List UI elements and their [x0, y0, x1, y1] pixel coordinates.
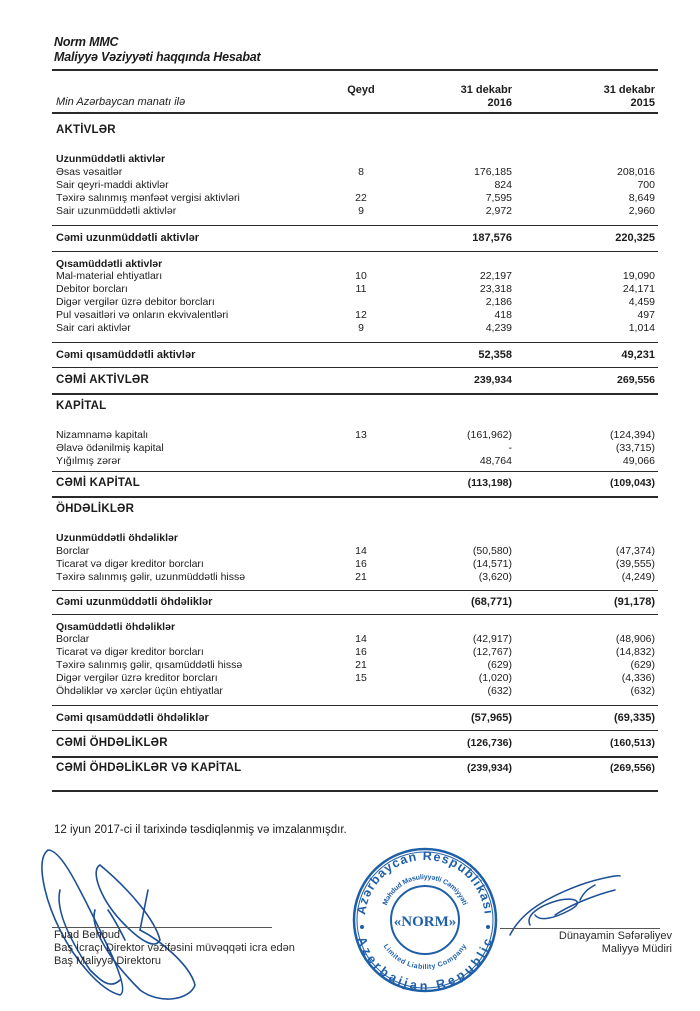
row-note: 9: [358, 205, 364, 217]
subsection-label: Uzunmüddətli öhdəliklər: [56, 532, 178, 544]
row-value-2016: (42,917): [472, 633, 512, 645]
approval-statement: 12 iyun 2017-ci il tarixində təsdiqlənmiş və imzalanmışdır.: [54, 824, 347, 836]
table-row: [56, 659, 656, 671]
row-label: Təxirə salınmış mənfəət vergisi aktivləri: [56, 192, 240, 204]
table-row: [56, 672, 656, 684]
noncurrent-liabilities-heading: [56, 532, 656, 544]
row-value-2016: (3,620): [478, 571, 512, 583]
row-label: Pul vəsaitləri və onların ekvivalentləri: [56, 309, 229, 321]
row-value-2015: 700: [637, 179, 655, 191]
signer-1-role-2: Baş Maliyyə Direktoru: [54, 955, 161, 967]
row-value-2016: (14,571): [472, 558, 512, 570]
grand-total-row: [56, 374, 656, 386]
row-value-2015: 4,459: [628, 296, 655, 308]
current-liabilities-heading: [56, 621, 656, 633]
col-2016-date: 31 dekabr: [460, 84, 512, 96]
row-label: Nizamnamə kapitalı: [56, 429, 149, 441]
header-divider: [52, 69, 658, 71]
total-label: CƏMİ AKTİVLƏR: [56, 374, 149, 386]
total-value-2015: (91,178): [614, 596, 655, 608]
row-note: 11: [355, 283, 367, 295]
row-divider: [52, 342, 658, 343]
signer-1-role: Baş İcraçı Direktor vəzifəsini müvəqqəti icra edən: [54, 942, 295, 954]
row-divider: [52, 251, 658, 252]
row-note: 10: [355, 270, 367, 282]
total-value-2015: (269,556): [610, 762, 655, 774]
subsection-label: Qısamüddətli öhdəliklər: [56, 621, 176, 633]
row-label: Təxirə salınmış gəlir, uzunmüddətli hissə: [56, 571, 246, 583]
row-label: Sair uzunmüddətli aktivlər: [56, 205, 177, 217]
table-row: [56, 558, 656, 570]
col-2015-year: 2015: [630, 97, 655, 109]
row-value-2016: 48,764: [479, 455, 512, 467]
table-row: [56, 283, 656, 295]
row-label: Əlavə ödənilmiş kapital: [56, 442, 164, 454]
row-value-2016: (12,767): [472, 646, 512, 658]
row-value-2015: (14,832): [615, 646, 655, 658]
col-2016-header: [400, 84, 512, 110]
total-value-2015: (160,513): [610, 737, 655, 749]
section-label: AKTİVLƏR: [56, 124, 116, 136]
row-note: 21: [355, 659, 367, 671]
total-value-2016: (68,771): [471, 596, 512, 608]
table-row: [56, 429, 656, 441]
total-row: [56, 477, 656, 489]
row-label: Borclar: [56, 633, 90, 645]
row-value-2015: (632): [630, 685, 655, 697]
equity-heading: [56, 400, 656, 412]
total-row: [56, 349, 656, 361]
row-note: 8: [358, 166, 364, 178]
liabilities-equity-total-row: [56, 762, 656, 774]
total-label: Cəmi uzunmüddətli aktivlər: [56, 232, 200, 244]
row-value-2016: 418: [494, 309, 512, 321]
row-divider: [52, 471, 658, 472]
signature-1-line: [52, 927, 272, 928]
row-value-2016: 7,595: [485, 192, 512, 204]
svg-text:Məhdud Məsuliyyətli Cəmiyyəti: Məhdud Məsuliyyətli Cəmiyyəti: [381, 873, 469, 907]
row-note: 14: [355, 633, 367, 645]
table-row: [56, 545, 656, 557]
total-label: Cəmi qısamüddətli öhdəliklər: [56, 712, 209, 724]
row-note: 16: [355, 646, 367, 658]
table-row: [56, 296, 656, 308]
current-assets-heading: [56, 258, 656, 270]
svg-text:Azərbaycan Respublikası: Azərbaycan Respublikası: [354, 848, 496, 916]
table-row: [56, 179, 656, 191]
row-note: 9: [358, 322, 364, 334]
assets-heading: [56, 124, 656, 136]
row-label: Yığılmış zərər: [56, 455, 121, 467]
company-name: Norm MMC: [54, 35, 119, 49]
section-divider: [52, 790, 658, 792]
table-row: [56, 442, 656, 454]
row-label: Sair cari aktivlər: [56, 322, 131, 334]
row-label: Digər vergilər üzrə debitor borcları: [56, 296, 215, 308]
col-2015-date: 31 dekabr: [603, 84, 655, 96]
report-title: Maliyyə Vəziyyəti haqqında Hesabat: [54, 50, 261, 64]
signer-2-role: Maliyyə Müdiri: [601, 943, 672, 955]
column-headers: [0, 84, 700, 114]
total-label: CƏMİ KAPİTAL: [56, 477, 141, 489]
row-value-2015: (629): [630, 659, 655, 671]
table-row: [56, 571, 656, 583]
row-value-2015: (124,394): [610, 429, 655, 441]
table-row: [56, 309, 656, 321]
column-header-divider: [52, 112, 658, 114]
row-divider: [52, 367, 658, 368]
row-value-2015: 1,014: [628, 322, 655, 334]
total-label: CƏMİ ÖHDƏLİKLƏR VƏ KAPİTAL: [56, 762, 242, 774]
total-value-2015: 269,556: [617, 374, 655, 386]
currency-unit: Min Azərbaycan manatı ilə: [56, 96, 186, 108]
subsection-label: Qısamüddətli aktivlər: [56, 258, 163, 270]
row-label: Mal-material ehtiyatları: [56, 270, 163, 282]
row-note: 14: [355, 545, 367, 557]
row-value-2016: (161,962): [467, 429, 512, 441]
signer-2-name: Dünayamin Səfərəliyev: [558, 930, 672, 942]
row-value-2015: 8,649: [628, 192, 655, 204]
row-value-2015: (47,374): [615, 545, 655, 557]
section-label: ÖHDƏLİKLƏR: [56, 503, 135, 515]
row-label: Öhdəliklər və xərclər üçün ehtiyatlar: [56, 685, 223, 697]
row-note: 22: [355, 192, 367, 204]
table-row: [56, 270, 656, 282]
total-value-2015: (69,335): [614, 712, 655, 724]
row-value-2015: (33,715): [615, 442, 655, 454]
row-label: Debitor borcları: [56, 283, 128, 295]
total-value-2016: (57,965): [471, 712, 512, 724]
row-value-2016: 2,972: [485, 205, 512, 217]
row-label: Ticarət və digər kreditor borcları: [56, 558, 204, 570]
row-value-2016: 824: [494, 179, 512, 191]
row-note: 21: [355, 571, 367, 583]
total-row: [56, 712, 656, 724]
total-value-2015: (109,043): [610, 477, 655, 489]
row-divider: [52, 614, 658, 615]
table-row: [56, 633, 656, 645]
total-value-2016: 52,358: [478, 349, 512, 361]
signature-2-line: [500, 928, 660, 929]
section-divider: [52, 393, 658, 395]
section-divider: [52, 756, 658, 758]
total-label: Cəmi qısamüddətli aktivlər: [56, 349, 196, 361]
document-header: [54, 35, 260, 65]
total-value-2016: (239,934): [467, 762, 512, 774]
table-row: [56, 205, 656, 217]
row-value-2015: 19,090: [622, 270, 655, 282]
signer-1: [54, 929, 295, 968]
row-label: Əsas vəsaitlər: [56, 166, 123, 178]
row-value-2015: 49,066: [622, 455, 655, 467]
row-value-2015: (39,555): [615, 558, 655, 570]
col-2015-header: [540, 84, 655, 110]
row-value-2016: 176,185: [474, 166, 512, 178]
row-divider: [52, 730, 658, 731]
row-value-2015: 208,016: [617, 166, 655, 178]
row-value-2016: (629): [487, 659, 512, 671]
table-row: [56, 192, 656, 204]
row-value-2015: (4,336): [621, 672, 655, 684]
row-value-2016: (632): [487, 685, 512, 697]
total-value-2016: 187,576: [472, 232, 512, 244]
noncurrent-assets-heading: [56, 153, 656, 165]
company-stamp-icon: [350, 845, 500, 995]
liabilities-heading: [56, 503, 656, 515]
table-row: [56, 646, 656, 658]
total-value-2016: (113,198): [467, 477, 512, 489]
row-note: 12: [355, 309, 367, 321]
signer-2: [500, 930, 672, 956]
row-value-2016: 23,318: [479, 283, 512, 295]
row-label: Borclar: [56, 545, 90, 557]
table-row: [56, 685, 656, 697]
svg-text:Limited Liability Company: Limited Liability Company: [381, 943, 469, 971]
row-note: 13: [355, 429, 367, 441]
col-2016-year: 2016: [487, 97, 512, 109]
total-label: CƏMİ ÖHDƏLİKLƏR: [56, 737, 168, 749]
total-label: Cəmi uzunmüddətli öhdəliklər: [56, 596, 213, 608]
grand-total-row: [56, 737, 656, 749]
row-divider: [52, 225, 658, 226]
row-value-2015: 24,171: [622, 283, 655, 295]
row-label: Sair qeyri-maddi aktivlər: [56, 179, 169, 191]
total-value-2016: 239,934: [474, 374, 512, 386]
signature-1-icon: [30, 830, 200, 1005]
total-value-2016: (126,736): [467, 737, 512, 749]
row-note: 16: [355, 558, 367, 570]
row-divider: [52, 705, 658, 706]
row-value-2016: 4,239: [485, 322, 512, 334]
total-row: [56, 232, 656, 244]
row-label: Ticarət və digər kreditor borcları: [56, 646, 204, 658]
svg-text:Azerbaijan Republic: Azerbaijan Republic: [354, 934, 496, 994]
row-value-2016: 22,197: [479, 270, 512, 282]
section-label: KAPİTAL: [56, 400, 107, 412]
section-divider: [52, 496, 658, 498]
total-value-2015: 220,325: [615, 232, 655, 244]
row-value-2016: (1,020): [478, 672, 512, 684]
table-row: [56, 166, 656, 178]
svg-text:«NORM»: «NORM»: [393, 914, 457, 930]
row-label: Təxirə salınmış gəlir, qısamüddətli hissə: [56, 659, 243, 671]
col-note-header: Qeyd: [347, 84, 375, 96]
signer-1-name: Fuad Behbud: [54, 929, 121, 941]
row-divider: [52, 590, 658, 591]
row-note: 15: [355, 672, 367, 684]
row-value-2016: (50,580): [472, 545, 512, 557]
row-value-2016: 2,186: [485, 296, 512, 308]
row-value-2016: -: [508, 442, 512, 454]
total-row: [56, 596, 656, 608]
row-value-2015: (48,906): [615, 633, 655, 645]
row-value-2015: 497: [637, 309, 655, 321]
row-value-2015: (4,249): [621, 571, 655, 583]
row-value-2015: 2,960: [628, 205, 655, 217]
total-value-2015: 49,231: [621, 349, 655, 361]
table-row: [56, 455, 656, 467]
table-row: [56, 322, 656, 334]
subsection-label: Uzunmüddətli aktivlər: [56, 153, 166, 165]
row-label: Digər vergilər üzrə kreditor borcları: [56, 672, 218, 684]
